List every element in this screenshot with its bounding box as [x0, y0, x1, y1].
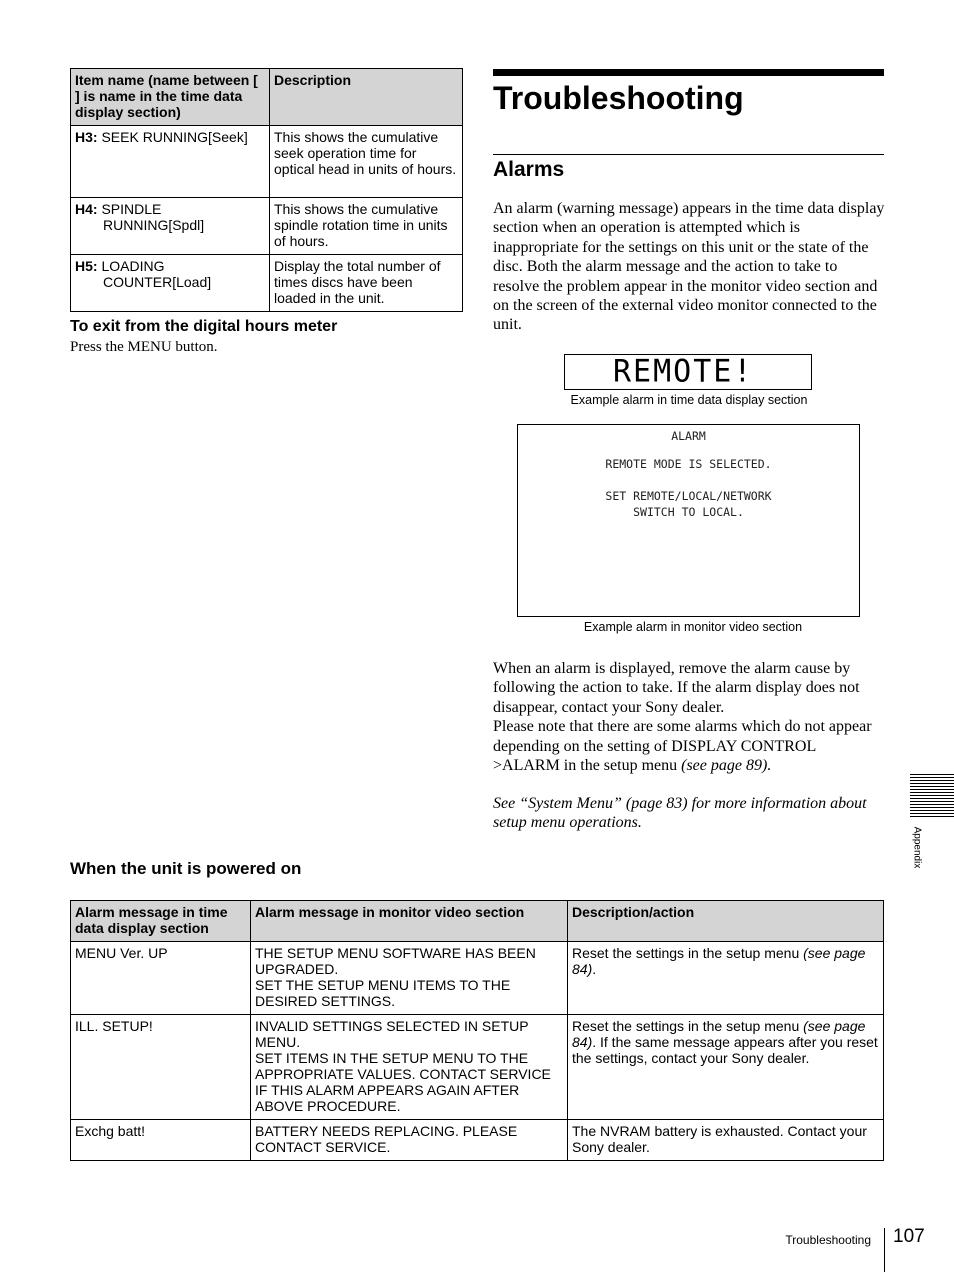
- hours-item-cell: [71, 198, 270, 255]
- item-name: LOADING: [101, 258, 165, 274]
- table-row: [71, 1120, 884, 1161]
- item-name-cont: RUNNING[Spdl]: [103, 217, 205, 233]
- page-ref: (see page 84): [572, 945, 866, 977]
- item-name: SPINDLE: [101, 201, 162, 217]
- item-code: H5:: [75, 258, 98, 274]
- exit-heading: To exit from the digital hours meter: [70, 318, 338, 335]
- page-title: Troubleshooting: [493, 80, 744, 116]
- title-rule: [493, 69, 884, 76]
- para-action-2-text: Please note that there are some alarms which do not appear depending on the setting of DISPLAY CONTROL >ALARM in the setup menu: [493, 718, 872, 775]
- hours-desc-cell: This shows the cumulative spindle rotation time in units of hours.: [270, 198, 463, 255]
- monitor-msg-line: SET ITEMS IN THE SETUP MENU TO THE APPROPRIATE VALUES. CONTACT SERVICE IF THIS ALARM APPEARS AGAIN AFTER ABOVE PROCEDURE.: [255, 1050, 551, 1114]
- page-number: 107: [893, 1226, 925, 1247]
- para-action: [493, 659, 885, 775]
- footer-label: Troubleshooting: [785, 1233, 871, 1247]
- para-action-1: When an alarm is displayed, remove the alarm cause by following the action to take. If the alarm display does not disappear, contact your Sony dealer.: [493, 660, 860, 716]
- hours-desc-cell: This shows the cumulative seek operation time for optical head in units of hours.: [270, 126, 463, 198]
- monitor-msg-line: BATTERY NEEDS REPLACING. PLEASE CONTACT SERVICE.: [255, 1123, 518, 1155]
- alarms-heading: Alarms: [493, 158, 565, 181]
- alarm-time-cell: MENU Ver. UP: [71, 942, 251, 1015]
- page-ref: (see page 84): [572, 1018, 866, 1050]
- table-row: [71, 198, 463, 255]
- hours-item-cell: [71, 255, 270, 312]
- table-row: [71, 942, 884, 1015]
- item-code: H3:: [75, 129, 98, 145]
- monitor-line1: REMOTE MODE IS SELECTED.: [605, 457, 772, 471]
- table-row: [71, 255, 463, 312]
- hours-item-cell: [71, 126, 270, 198]
- alarm-monitor-cell: [251, 1120, 568, 1161]
- desc-text: The NVRAM battery is exhausted. Contact your Sony dealer.: [572, 1123, 867, 1155]
- monitor-msg-line: SET THE SETUP MENU ITEMS TO THE DESIRED SETTINGS.: [255, 977, 511, 1009]
- monitor-line3: SWITCH TO LOCAL.: [633, 505, 744, 519]
- monitor-title: ALARM: [671, 429, 706, 443]
- alarm-header-desc: Description/action: [568, 901, 884, 942]
- alarm-desc-cell: [568, 1015, 884, 1120]
- desc-text: Reset the settings in the setup menu: [572, 1018, 800, 1034]
- powered-heading: When the unit is powered on: [70, 859, 302, 878]
- hours-meter-table: [70, 68, 463, 312]
- alarm-header-time: Alarm message in time data display section: [71, 901, 251, 942]
- monitor-screen: [517, 424, 860, 617]
- alarm-header-monitor: Alarm message in monitor video section: [251, 901, 568, 942]
- alarm-time-cell: Exchg batt!: [71, 1120, 251, 1161]
- alarm-table: [70, 900, 884, 1161]
- alarm-monitor-cell: [251, 942, 568, 1015]
- hours-desc-cell: Display the total number of times discs have been loaded in the unit.: [270, 255, 463, 312]
- lcd-caption: Example alarm in time data display section: [570, 393, 808, 407]
- desc-text: Reset the settings in the setup menu: [572, 945, 800, 961]
- table-row: [71, 126, 463, 198]
- alarm-monitor-cell: [251, 1015, 568, 1120]
- lcd-text: REMOTE!: [613, 353, 754, 390]
- monitor-line2: SET REMOTE/LOCAL/NETWORK: [605, 489, 772, 503]
- footer-divider: [884, 1228, 885, 1272]
- hours-header-item: Item name (name between [ ] is name in the time data display section): [71, 69, 270, 126]
- item-name: SEEK RUNNING[Seek]: [101, 129, 248, 145]
- hours-header-description: Description: [270, 69, 463, 126]
- desc-tail: . If the same message appears after you reset the settings, contact your Sony dealer.: [572, 1034, 878, 1066]
- side-tab-label: Appendix: [911, 826, 923, 869]
- monitor-caption: Example alarm in monitor video section: [583, 620, 803, 634]
- item-code: H4:: [75, 201, 98, 217]
- see-also: See “System Menu” (page 83) for more information about setup menu operations.: [493, 795, 867, 832]
- alarm-desc-cell: [568, 1120, 884, 1161]
- item-name-cont: COUNTER[Load]: [103, 274, 212, 290]
- exit-text: Press the MENU button.: [70, 339, 218, 355]
- para-action-2: [493, 717, 885, 775]
- lcd-display: [564, 354, 812, 390]
- alarms-intro: An alarm (warning message) appears in the time data display section when an operation is attempted which is inappropriate for the settings on this unit or the state of the disc. Both the alarm message and the action to take to resolve the problem appear in the monitor video section and on the screen of the external video monitor connected to the unit.: [493, 200, 885, 334]
- alarms-rule: [493, 154, 884, 155]
- page-ref: (see page 89).: [681, 757, 772, 775]
- desc-tail: .: [592, 961, 597, 977]
- table-row: [71, 1015, 884, 1120]
- side-tab-stripes: [910, 774, 954, 818]
- alarm-desc-cell: [568, 942, 884, 1015]
- monitor-msg-line: THE SETUP MENU SOFTWARE HAS BEEN UPGRADED.: [255, 945, 536, 977]
- alarm-time-cell: ILL. SETUP!: [71, 1015, 251, 1120]
- monitor-msg-line: INVALID SETTINGS SELECTED IN SETUP MENU.: [255, 1018, 529, 1050]
